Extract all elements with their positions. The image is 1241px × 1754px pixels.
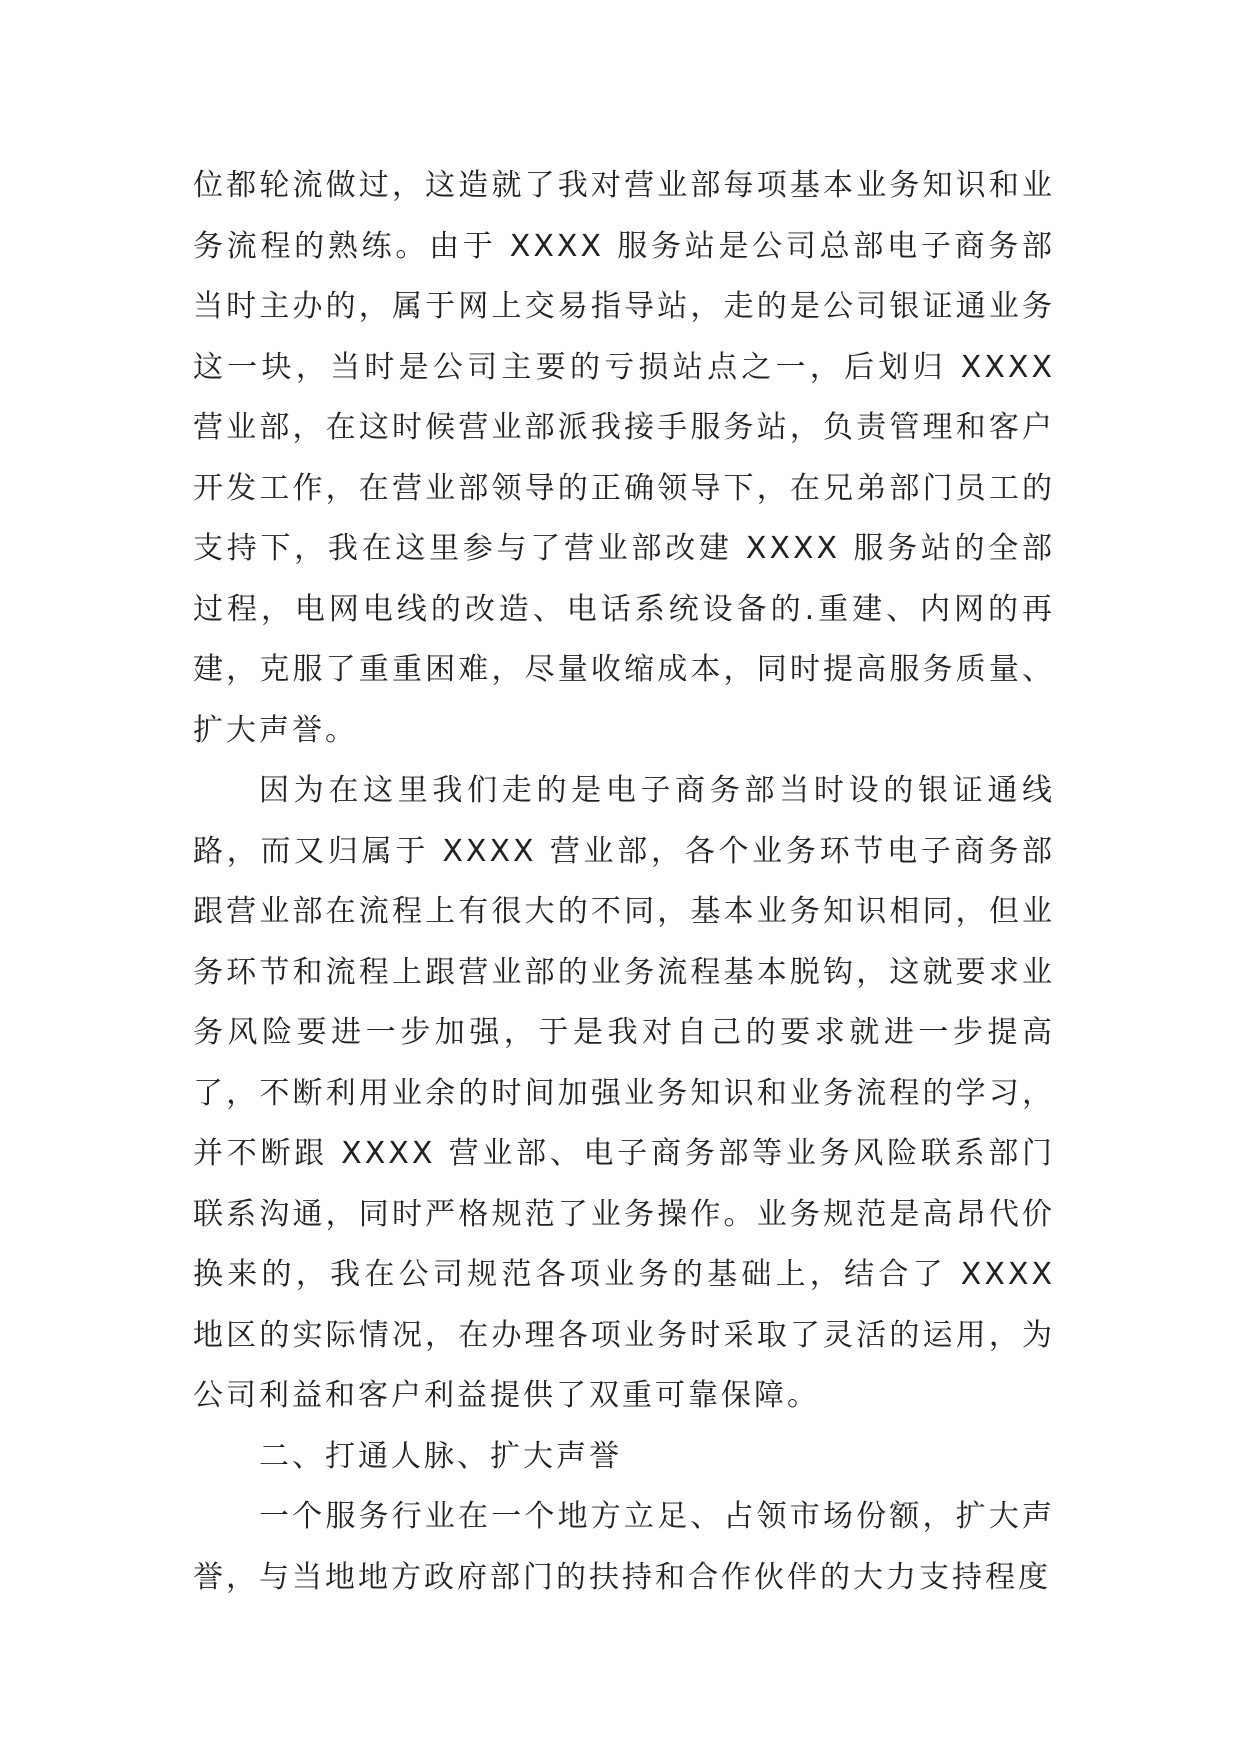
section-heading: 二、打通人脉、扩大声誉 xyxy=(259,1438,622,1474)
paragraph-2: 因为在这里我们走的是电子商务部当时设的银证通线路，而又归属于 XXXX 营业部，各个业务环节电子商务部跟营业部在流程上有很大的不同，基本业务知识相同，但业务环节和流程上跟营业部的业务流程基本脱钩，这就要求业务风险要进一步加强，于是我对自己的要求就进一步提高了，不断利用业余的时间加强业务知识和业务流程的学习，并不断跟 XXXX 营业部、电子商务部等业务风险联系部门联系沟通，同时严格规范了业务操作。业务规范是高昂代价换来的，我在公司规范各项业务的基础上，结合了 XXXX 地区的实际情况，在办理各项业务时采取了灵活的运用，为公司利益和客户利益提供了双重可靠保障。 xyxy=(193,773,1055,1413)
paragraph-1: 位都轮流做过，这造就了我对营业部每项基本业务知识和业务流程的熟练。由于 XXXX 服务站是公司总部电子商务部当时主办的，属于网上交易指导站，走的是公司银证通业务这一块，当时是公司主要的亏损站点之一，后划归 XXXX 营业部，在这时候营业部派我接手服务站，负责管理和客户开发工作，在营业部领导的正确领导下，在兄弟部门员工的支持下，我在这里参与了营业部改建 XXXX 服务站的全部过程，电网电线的改造、电话系统设备的.重建、内网的再建，克服了重重困难，尽量收缩成本，同时提高服务质量、扩大声誉。 xyxy=(193,168,1055,748)
document-body xyxy=(193,156,1055,1608)
paragraph-3: 一个服务行业在一个地方立足、占领市场份额，扩大声誉，与当地地方政府部门的扶持和合作伙伴的大力支持程度 xyxy=(193,1499,1055,1595)
